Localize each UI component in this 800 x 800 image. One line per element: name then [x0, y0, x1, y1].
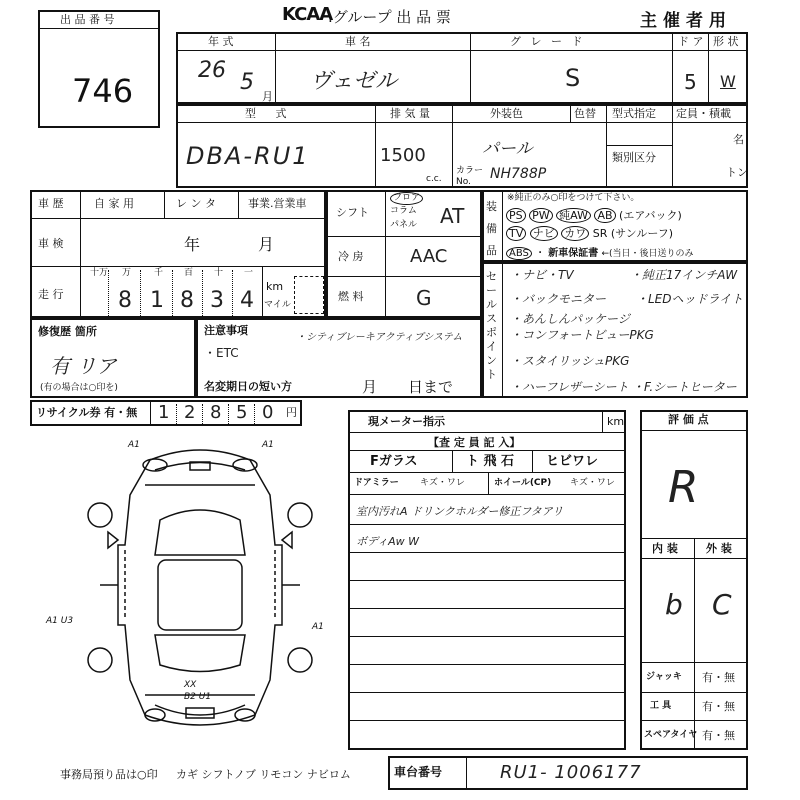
- form-title: .グループ 出 品 票: [328, 8, 451, 26]
- model-label: 車 名: [345, 35, 371, 48]
- year-value: 26: [198, 58, 226, 83]
- sales-point-5: ・あんしんパッケージ: [510, 312, 630, 326]
- capacity-label: 定員・積載: [676, 107, 731, 120]
- sales-points-label: セールスポイント: [486, 270, 497, 381]
- deadline-month: 月: [362, 378, 378, 396]
- digit-label-100: 百: [184, 268, 194, 278]
- items-list: カギ シフトノブ リモコン ナビロム: [176, 768, 351, 781]
- inspector-comment-2: ボディAw W: [356, 535, 420, 548]
- tons-unit: トン: [726, 166, 748, 179]
- inspection-year-unit: 年: [184, 235, 201, 254]
- equip-sr-note: (サンルーフ): [610, 227, 674, 240]
- inspection-month-unit: 月: [258, 235, 275, 254]
- recycle-digit-3: 8: [210, 402, 222, 423]
- shift-value: AT: [440, 204, 465, 228]
- tools-presence[interactable]: 有・無: [702, 700, 735, 713]
- color-value: パール: [482, 139, 533, 159]
- repair-note: (有の場合は○印を): [40, 383, 118, 393]
- history-label: 車 歴: [38, 197, 64, 210]
- fuel-label: 燃 料: [338, 290, 364, 303]
- hibi-label[interactable]: ヒビワレ: [546, 454, 599, 469]
- lot-number-label: 出 品 番 号: [60, 13, 115, 26]
- diagram-note-front-right: A1: [262, 440, 274, 450]
- type-value: DBA-RU1: [186, 142, 310, 170]
- evaluation-label: 評 価 点: [668, 413, 709, 426]
- equipment-row-3: ABS ・ 新車保証書 ←(当日・後日送りのみ: [506, 244, 694, 259]
- jack-label: ジャッキ: [646, 672, 682, 682]
- class-label: 類別区分: [612, 151, 656, 164]
- equipment-label: 装備品: [486, 200, 497, 257]
- shape-value: W: [720, 72, 736, 91]
- diagram-note-rear-1: XX: [184, 680, 197, 690]
- grade-label: グ レ ー ド: [510, 35, 586, 48]
- displacement-value: 1500: [380, 145, 426, 166]
- wheel-label: ホイール(CP): [494, 478, 552, 488]
- digit-label-100k: 十万: [90, 268, 109, 278]
- deadline-day: 日まで: [408, 378, 454, 396]
- diagram-note-rear-2: B2 U1: [184, 692, 212, 702]
- grade-value: S: [565, 64, 581, 92]
- meter-label: 現メーター指示: [368, 415, 445, 428]
- notes-label: 注意事項: [204, 324, 248, 337]
- aircon-value: AAC: [410, 246, 448, 267]
- repaint-label: 色替: [574, 107, 596, 120]
- recycle-digit-4: 5: [236, 402, 248, 423]
- inspection-label: 車 検: [38, 237, 64, 250]
- mileage-digit-2: 1: [150, 288, 164, 313]
- inspector-header: 【査 定 員 記 入】: [428, 436, 521, 449]
- shape-label: 形 状: [713, 35, 739, 48]
- deadline-label: 名変期日の短い方: [204, 380, 292, 393]
- shift-column[interactable]: コラム: [390, 206, 417, 216]
- spare-presence[interactable]: 有・無: [702, 729, 735, 742]
- repair-value: 有 リア: [50, 354, 117, 378]
- meter-km: km: [607, 415, 625, 428]
- cc-unit: c.c.: [426, 174, 442, 184]
- equip-pw[interactable]: PW: [529, 208, 553, 223]
- equip-warranty-note: ←(当日・後日送りのみ: [601, 249, 694, 259]
- equip-sr[interactable]: SR: [592, 227, 608, 240]
- mileage-label: 走 行: [38, 288, 64, 301]
- equip-navi[interactable]: ナビ: [530, 226, 558, 241]
- recycle-digit-1: 1: [158, 402, 170, 423]
- equip-abs[interactable]: ABS: [506, 247, 532, 260]
- diagram-note-front-left: A1: [128, 440, 140, 450]
- shift-panel[interactable]: パネル: [390, 220, 418, 230]
- shift-floor[interactable]: フロア: [390, 192, 423, 205]
- history-business[interactable]: 事業.営業車: [248, 197, 307, 210]
- km-label: km: [266, 280, 284, 293]
- digit-label-10: 十: [214, 268, 224, 278]
- sales-point-9: ・F.シートヒーター: [632, 380, 737, 394]
- tools-label: 工 具: [650, 701, 672, 711]
- color-label: 外装色: [490, 107, 523, 120]
- sales-point-2: ・純正17インチAW: [630, 268, 738, 282]
- interior-label: 内 装: [652, 542, 678, 555]
- wheel-options[interactable]: キズ・ワレ: [570, 478, 615, 488]
- equip-tv[interactable]: TV: [506, 226, 526, 241]
- fglass-label[interactable]: Fガラス: [370, 454, 418, 469]
- month-value: 5: [240, 70, 254, 95]
- sales-point-1: ・ナビ・TV: [510, 268, 574, 282]
- notes-line-2: ・ETC: [204, 346, 239, 360]
- equip-ps[interactable]: PS: [506, 208, 526, 223]
- recycle-label: リサイクル券 有・無: [36, 406, 138, 419]
- history-private[interactable]: 自 家 用: [94, 197, 134, 210]
- equip-leather[interactable]: カワ: [561, 226, 589, 241]
- digit-label-1: 一: [244, 268, 254, 278]
- designation-label: 型式指定: [612, 107, 656, 120]
- items-label: 事務局預り品は○印: [60, 768, 158, 781]
- exterior-label: 外 装: [706, 542, 732, 555]
- mile-box: [294, 276, 324, 314]
- sales-point-3: ・バックモニター: [510, 292, 607, 306]
- equip-ab-note: (エアバック): [619, 209, 682, 222]
- chassis-label: 車台番号: [394, 765, 443, 779]
- mileage-digit-3: 8: [180, 288, 194, 313]
- recycle-digit-2: 2: [184, 402, 196, 423]
- doors-label: ド ア: [678, 35, 704, 48]
- doors-value: 5: [684, 70, 697, 94]
- mirror-label: ドアミラー: [354, 478, 399, 488]
- copy-label: 主催者用: [640, 11, 732, 31]
- displacement-label: 排 気 量: [390, 107, 430, 120]
- evaluation-score: R: [668, 462, 699, 513]
- sales-point-4: ・LEDヘッドライト: [636, 292, 744, 306]
- aircon-label: 冷 房: [338, 250, 364, 263]
- mirror-options[interactable]: キズ・ワレ: [420, 478, 465, 488]
- mile-label: マイル: [264, 300, 291, 310]
- exterior-value: C: [712, 588, 732, 621]
- month-unit: 月: [262, 90, 273, 103]
- jack-presence[interactable]: 有・無: [702, 671, 735, 684]
- diagram-note-right: A1: [312, 622, 324, 632]
- year-label: 年 式: [208, 35, 234, 48]
- digit-label-10k: 万: [122, 268, 132, 278]
- equipment-note: ※純正のみ○印をつけて下さい。: [507, 193, 640, 203]
- history-rental[interactable]: レ ン タ: [176, 197, 216, 210]
- color-no-value: NH788P: [490, 166, 547, 182]
- digit-label-1k: 千: [154, 268, 164, 278]
- mileage-digit-4: 3: [210, 288, 224, 313]
- persons-unit: 名: [733, 133, 744, 146]
- notes-line-1: ・シティブレーキアクティブシステム: [296, 332, 463, 343]
- recycle-unit: 円: [286, 406, 297, 419]
- diagram-note-left: A1 U3: [46, 616, 74, 626]
- lot-number: 746: [72, 72, 134, 110]
- inspector-comment-1: 室内汚れA ドリンクホルダー修正フタアリ: [356, 505, 564, 518]
- spare-label: スペアタイヤ: [644, 730, 698, 740]
- color-no-label: カラー No.: [456, 166, 484, 187]
- tobi-label[interactable]: ト 飛 石: [466, 454, 515, 469]
- model-value: ヴェゼル: [310, 69, 398, 94]
- equip-aw[interactable]: 純AW: [556, 208, 591, 223]
- type-label: 型 式: [245, 107, 295, 120]
- interior-value: b: [665, 588, 683, 621]
- sales-point-7: ・スタイリッシュPKG: [510, 354, 630, 368]
- mileage-digit-1: 8: [118, 288, 132, 313]
- equipment-row-2: [506, 225, 673, 241]
- shift-label: シフト: [336, 206, 369, 219]
- equip-ab[interactable]: AB: [594, 208, 615, 223]
- mileage-digit-5: 4: [240, 288, 254, 313]
- repair-label: 修復歴 箇所: [38, 325, 97, 338]
- brand-logo: KCAA: [282, 4, 333, 25]
- equip-warranty[interactable]: 新車保証書: [548, 248, 599, 259]
- sales-point-8: ・ハーフレザーシート: [510, 380, 629, 394]
- fuel-value: G: [416, 286, 432, 310]
- chassis-value: RU1- 1006177: [500, 762, 642, 783]
- sales-point-6: ・コンフォートビューPKG: [510, 328, 654, 342]
- equipment-row-1: [506, 207, 682, 223]
- recycle-digit-5: 0: [262, 402, 274, 423]
